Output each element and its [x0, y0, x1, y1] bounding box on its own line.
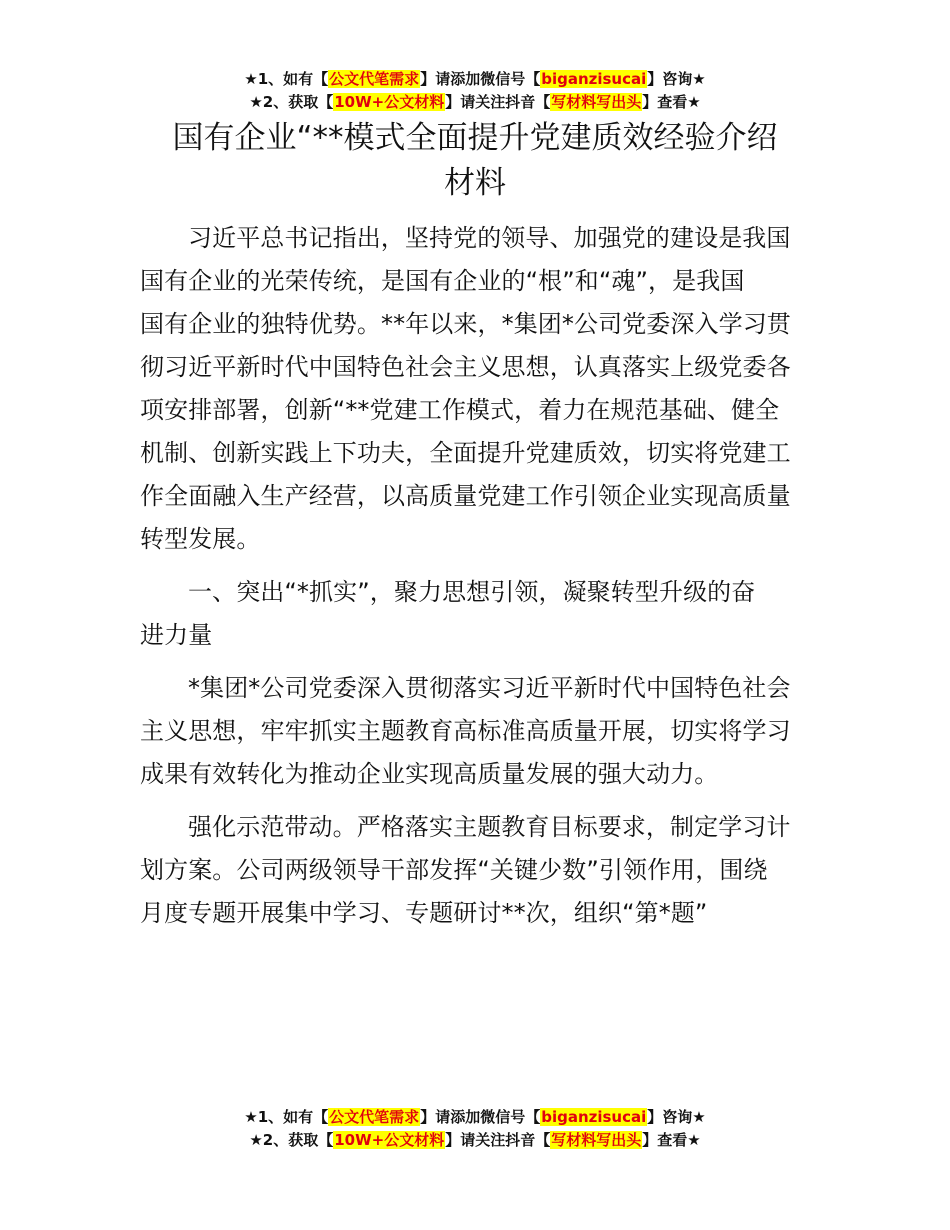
promo-highlight: 10W+公文材料 — [334, 93, 445, 111]
promo-line-1: ★1、如有【公文代笔需求】请添加微信号【biganzisucai】咨询★ — [244, 1108, 706, 1126]
title-line: 国有企业“**模式全面提升党建质效经验介绍 — [172, 120, 778, 156]
section-heading-1: 一、突出“*抓实”，聚力思想引领，凝聚转型升级的奋 进力量 — [140, 578, 756, 649]
promo-highlight: 公文代笔需求 — [329, 1108, 420, 1126]
header-promo-banner — [0, 68, 950, 114]
promo-line-2: ★2、获取【10W+公文材料】请关注抖音【写材料写出头】查看★ — [249, 1131, 701, 1149]
document-body — [140, 217, 820, 945]
promo-highlight: 10W+公文材料 — [334, 1131, 445, 1149]
paragraph-section-1-intro: *集团*公司党委深入贯彻落实习近平新时代中国特色社会 主义思想，牢牢抓实主题教育高标准高质量开展，切实将学习 成果有效转化为推动企业实现高质量发展的强大动力。 — [140, 674, 791, 788]
promo-line-1: ★1、如有【公文代笔需求】请添加微信号【biganzisucai】咨询★ — [244, 70, 706, 88]
paragraph-intro: 习近平总书记指出，坚持党的领导、加强党的建设是我国 国有企业的光荣传统，是国有企业的“根”和“魂”，是我国 国有企业的独特优势。**年以来，*集团*公司党委深入学习贯 彻习近平新时代中国特色社会主义思想，认真落实上级党委各 项安排部署，创新“**党建工作模式，着力在规范基础、健全 机制、创新实践上下功夫，全面提升党建质效，切实将党建工 作全面融入生产经营，以高质量党建工作引领企业实现高质量 转型发展。 — [140, 224, 791, 553]
document-title — [120, 116, 830, 206]
douyin-account-highlight: 写材料写出头 — [551, 93, 642, 111]
promo-highlight: 公文代笔需求 — [329, 70, 420, 88]
wechat-id-highlight: biganzisucai — [541, 70, 647, 88]
promo-line-2: ★2、获取【10W+公文材料】请关注抖音【写材料写出头】查看★ — [249, 93, 701, 111]
paragraph-demonstration: 强化示范带动。严格落实主题教育目标要求，制定学习计 划方案。公司两级领导干部发挥“关键少数”引领作用，围绕 月度专题开展集中学习、专题研讨**次，组织“第*题” — [140, 813, 791, 927]
douyin-account-highlight: 写材料写出头 — [551, 1131, 642, 1149]
title-line: 材料 — [444, 165, 506, 201]
wechat-id-highlight: biganzisucai — [541, 1108, 647, 1126]
footer-promo-banner — [0, 1106, 950, 1152]
